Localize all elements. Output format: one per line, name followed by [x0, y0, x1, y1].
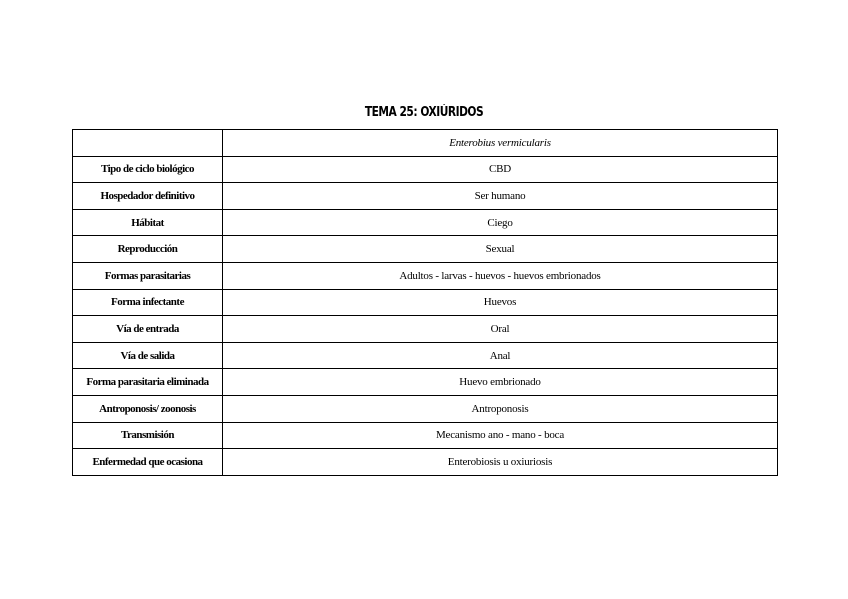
- row-value: CBD: [223, 156, 778, 183]
- row-value: Anal: [223, 342, 778, 369]
- row-value: Sexual: [223, 236, 778, 263]
- row-label: Hábitat: [73, 209, 223, 236]
- row-value: Huevo embrionado: [223, 369, 778, 396]
- row-label: Vía de entrada: [73, 316, 223, 343]
- table-row: [73, 422, 778, 449]
- table-row: [73, 262, 778, 289]
- row-value: Enterobiosis u oxiuriosis: [223, 449, 778, 476]
- table-row: [73, 342, 778, 369]
- row-label: Forma parasitaria eliminada: [73, 369, 223, 396]
- parasite-table: [72, 129, 778, 476]
- species-header: Enterobius vermicularis: [223, 130, 778, 157]
- row-label: Tipo de ciclo biológico: [73, 156, 223, 183]
- row-value: Adultos - larvas - huevos - huevos embrionados: [223, 262, 778, 289]
- page-title: TEMA 25: OXIÚRIDOS: [364, 105, 484, 120]
- row-label: Reproducción: [73, 236, 223, 263]
- table-row: [73, 449, 778, 476]
- row-value: Mecanismo ano - mano - boca: [223, 422, 778, 449]
- row-value: Antroponosis: [223, 395, 778, 422]
- row-label: Antroponosis/ zoonosis: [73, 395, 223, 422]
- table-row: [73, 316, 778, 343]
- row-label: Formas parasitarias: [73, 262, 223, 289]
- row-value: Ser humano: [223, 183, 778, 210]
- table-row: [73, 395, 778, 422]
- row-label: Enfermedad que ocasiona: [73, 449, 223, 476]
- table-row: [73, 183, 778, 210]
- table-row: [73, 289, 778, 316]
- row-label: Hospedador definitivo: [73, 183, 223, 210]
- table-row: [73, 156, 778, 183]
- row-value: Oral: [223, 316, 778, 343]
- row-value: Huevos: [223, 289, 778, 316]
- row-label: Transmisión: [73, 422, 223, 449]
- table-corner-cell: [73, 130, 223, 157]
- row-value: Ciego: [223, 209, 778, 236]
- table-row: [73, 369, 778, 396]
- table-header-row: [73, 130, 778, 157]
- row-label: Vía de salida: [73, 342, 223, 369]
- table-row: [73, 209, 778, 236]
- row-label: Forma infectante: [73, 289, 223, 316]
- table-row: [73, 236, 778, 263]
